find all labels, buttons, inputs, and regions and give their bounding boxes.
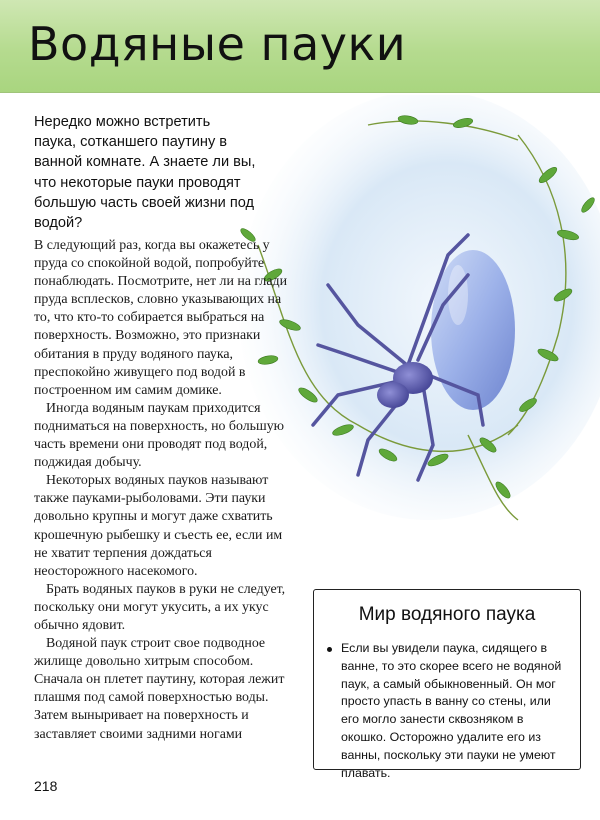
fact-box-text: Если вы увидели паука, сидящего в ванне, то это скорее всего не водяной паук, а самый обыкновенный. Он мог просто упасть в ванну со стены, или его могло занести сквозняком в окошко. Осторожно удалите его из ванны, поскольку эти пауки не умеют плавать.: [341, 641, 562, 780]
bullet-icon: [327, 647, 332, 652]
body-paragraph: Иногда водяным паукам приходится подниматься на поверхность, но большую часть времени они проводят под водой, поджидая добычу.: [34, 400, 285, 471]
body-paragraph: Некоторых водяных пауков называют также пауками-рыболовами. Эти пауки довольно крупны и могут даже схватить крошечную рыбешку и съесть ее, если им не хватит терпения дождаться неосторожного насекомого.: [34, 473, 283, 579]
body-paragraph: Брать водяных пауков в руки не следует, поскольку они могут укусить, а их укус обычно ядовит.: [34, 581, 286, 633]
page-number: 218: [34, 778, 58, 794]
intro-text: Нередко можно встретить паука, сотканшего паутину в ванной комнате. А знаете ли вы, что некоторые пауки проводят большую часть своей жизни под водой?: [34, 114, 256, 232]
body-paragraph: В следующий раз, когда вы окажетесь у пруда со спокойной водой, попробуйте понаблюдать. Посмотрите, нет ли на глади пруда всплесков, словно указывающих на то, что кто-то собирается выбраться на поверхность. Возможно, это признаки обитания в пруду водяного паука, преспокойно живущего под водой в построенном им самим домике.: [34, 238, 288, 398]
fact-box-title: Мир водяного паука: [358, 604, 536, 625]
page-title: Водяные пауки: [28, 17, 407, 71]
header-banner: [0, 0, 600, 93]
body-paragraph: Водяной паук строит свое подводное жилище довольно хитрым способом. Сначала он плетет паутину, которая лежит плашмя под самой поверхностью воды. Затем выныривает на поверхность и заставляет своими задними ногами: [34, 636, 285, 742]
fact-box: [313, 589, 581, 780]
body-text: [34, 237, 296, 744]
